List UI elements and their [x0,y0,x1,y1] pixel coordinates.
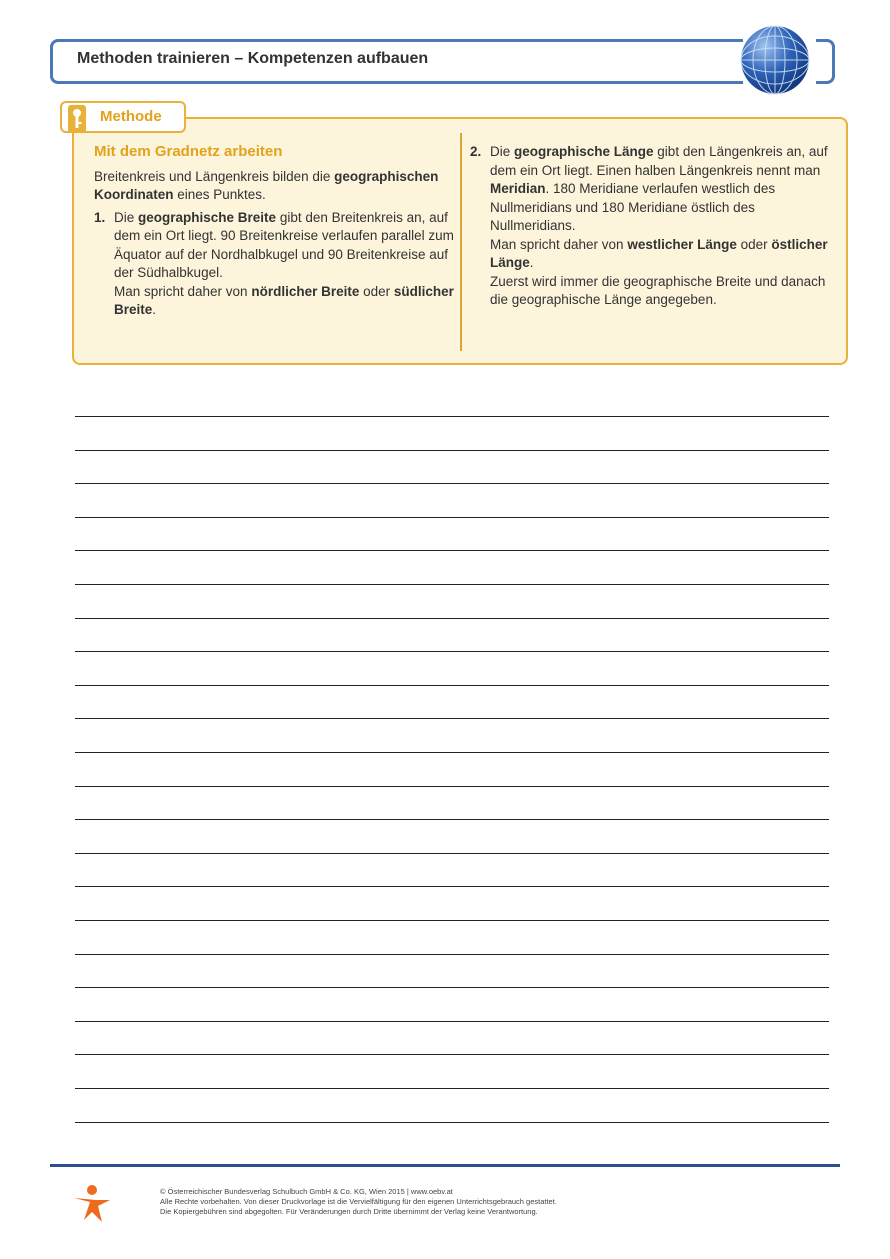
intro-text-end: eines Punktes. [173,187,266,202]
method-box [72,117,848,365]
list-item-1 [94,209,454,320]
globe-icon [739,24,811,96]
item-bold: geographische Breite [138,209,277,225]
writing-line [75,987,829,988]
item-text: gibt den Breitenkreis an, auf dem ein Ort liegt. 90 Breitenkreise verlaufen parallel zum Äquator auf der Nordhalbkugel und 90 Breitenkreise auf der Südhalbkugel. [114,209,454,280]
writing-line [75,786,829,787]
writing-line [75,483,829,484]
writing-line [75,920,829,921]
item-text: Man spricht daher von [114,283,252,299]
method-title: Mit dem Gradnetz arbeiten [94,143,283,160]
writing-line [75,954,829,955]
page-title: Methoden trainieren – Kompetenzen aufbauen [77,50,429,67]
item-text: Die [114,209,139,225]
writing-line [75,1054,829,1055]
intro-bold: geographischen Koordinaten [94,168,439,202]
item-text: . 180 Meridiane verlaufen westlich des Nullmeridians und 180 Meridiane östlich des Nullmeridians. [490,181,776,233]
writing-line [75,718,829,719]
writing-line [75,685,829,686]
list-item-2 [470,143,830,310]
item-text: . [529,255,534,270]
item-bold: Meridian [490,181,546,196]
item-text: Man spricht daher von [490,236,628,252]
writing-line [75,416,829,417]
footer-line: Die Kopiergebühren sind abgegolten. Für Veränderungen durch Dritte übernimmt der Verlag keine Verantwortung. [160,1207,538,1216]
method-right-column [470,143,830,310]
item-text: . [152,302,157,317]
item-text: gibt den Längenkreis an, auf dem ein Ort liegt. Einen halben Längenkreis nennt man [490,144,828,178]
writing-line [75,886,829,887]
column-divider [460,133,462,351]
intro-paragraph [94,168,454,205]
writing-line [75,450,829,451]
footer-copyright [160,1187,557,1217]
publisher-logo-icon [72,1184,112,1224]
method-tab [60,101,186,133]
item-bold: nördlicher Breite [251,283,360,299]
item-bold: westlicher Länge [627,236,737,252]
header-frame [50,39,743,84]
method-tab-label: Methode [100,108,162,125]
writing-line [75,1021,829,1022]
writing-line [75,853,829,854]
footer-rule [50,1164,840,1167]
item-number: 1. [94,209,106,225]
footer-line: Alle Rechte vorbehalten. Von dieser Druckvorlage ist die Vervielfältigung für den eigenen Unterrichtsgebrauch gestattet. [160,1197,557,1206]
writing-line [75,819,829,820]
writing-line [75,651,829,652]
item-text: oder [736,236,772,252]
writing-line [75,550,829,551]
item-text: oder [359,283,394,299]
header-bracket [816,39,835,84]
method-left-column [94,143,454,320]
item-bold: geographische Länge [514,144,654,159]
item-text: Zuerst wird immer die geographische Breite und danach die geographische Länge angegeben. [490,273,826,307]
writing-line [75,584,829,585]
writing-line [75,517,829,518]
item-number: 2. [470,144,482,159]
item-bold: südlicher Breite [114,283,454,317]
writing-line [75,1122,829,1123]
writing-line [75,618,829,619]
writing-line [75,1088,829,1089]
intro-text: Breitenkreis und Längenkreis bilden die [94,168,335,184]
item-bold: östlicher Länge [490,236,828,270]
key-icon [68,105,86,133]
item-text: Die [490,144,515,159]
writing-line [75,752,829,753]
footer-line: © Österreichischer Bundesverlag Schulbuch GmbH & Co. KG, Wien 2015 | www.oebv.at [160,1187,453,1196]
